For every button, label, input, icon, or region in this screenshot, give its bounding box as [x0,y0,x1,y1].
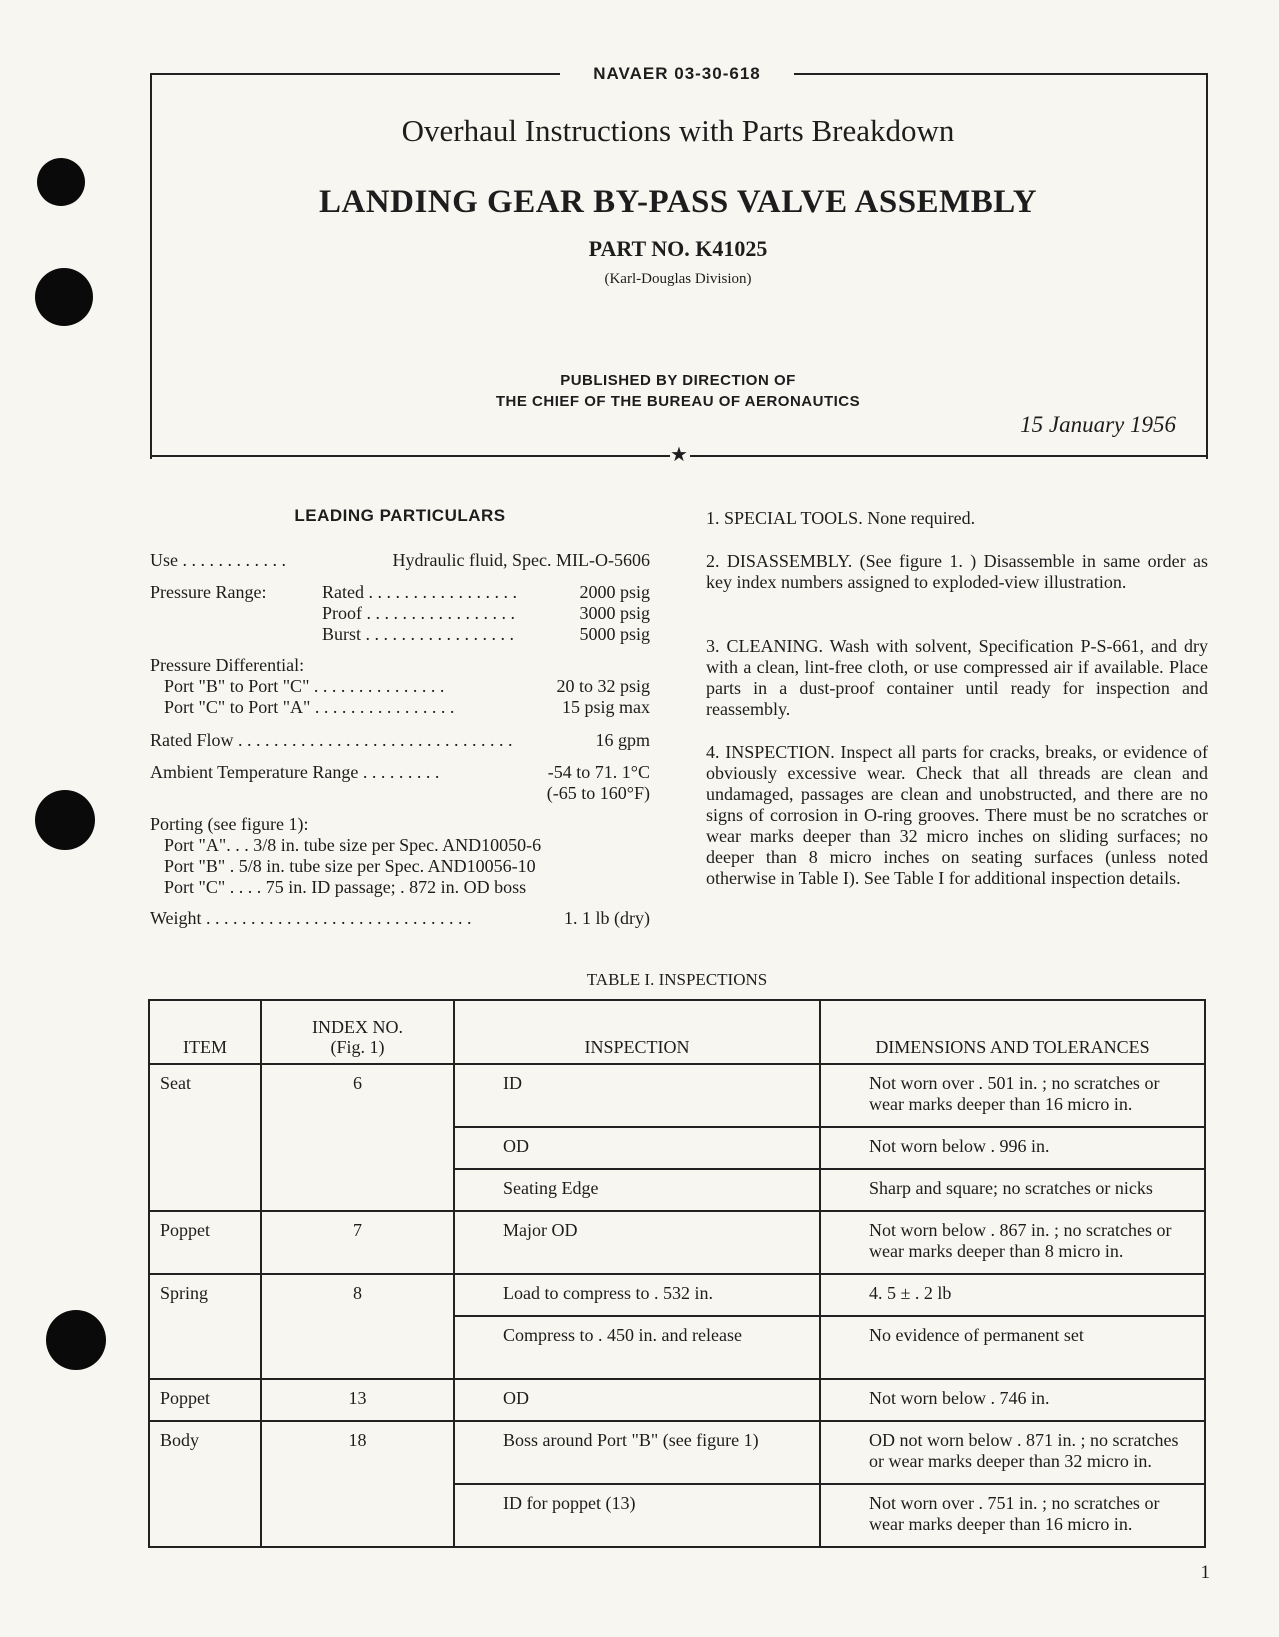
cell-inspection: Seating Edge [454,1169,820,1211]
col-header-inspection: INSPECTION [454,1000,820,1064]
doc-title: LANDING GEAR BY-PASS VALVE ASSEMBLY [318,184,1038,220]
lp-rated-row: Pressure Range: Rated . . . . . . . . . . . . . . . . . 2000 psig [150,582,650,602]
cell-inspection: ID for poppet (13) [454,1484,820,1547]
cell-dimensions: Sharp and square; no scratches or nicks [820,1169,1205,1211]
punch-hole-1 [37,158,85,206]
cell-dimensions: Not worn below . 867 in. ; no scratches or wear marks deeper than 8 micro in. [820,1211,1205,1274]
cell-inspection: Boss around Port "B" (see figure 1) [454,1421,820,1484]
cell-dimensions: No evidence of permanent set [820,1316,1205,1379]
lp-port-c-a-value: 15 psig max [562,697,650,717]
cell-item [149,1316,261,1379]
doc-number: NAVAER 03-30-618 [560,64,794,84]
cell-index: 6 [261,1064,454,1127]
leading-particulars-heading: LEADING PARTICULARS [294,506,506,525]
cell-dimensions: 4. 5 ± . 2 lb [820,1274,1205,1316]
col-header-index [261,1000,454,1064]
cell-dimensions: Not worn over . 501 in. ; no scratches or wear marks deeper than 16 micro in. [820,1064,1205,1127]
cell-index: 7 [261,1211,454,1274]
table-row [149,1211,1205,1274]
table-row [149,1379,1205,1421]
lp-port-c-a-label: Port "C" to Port "A" [164,697,311,717]
col-header-index-line2: (Fig. 1) [330,1037,385,1057]
lp-proof-label: Proof [322,603,362,623]
published-line-1: PUBLISHED BY DIRECTION OF [560,372,796,389]
header-bottom-rule-left [150,455,670,457]
cell-item: Spring [149,1274,261,1316]
cell-dimensions: Not worn below . 996 in. [820,1127,1205,1169]
table-row [149,1169,1205,1211]
punch-hole-2 [35,268,93,326]
cell-index: 13 [261,1379,454,1421]
cell-index: 18 [261,1421,454,1484]
section-disassembly: 2. DISASSEMBLY. (See figure 1. ) Disassemble in same order as key index numbers assigned to exploded-view illustration. [706,551,1208,592]
table-row [149,1127,1205,1169]
doc-subtitle: Overhaul Instructions with Parts Breakdown [401,113,955,148]
cell-index [261,1169,454,1211]
cell-index [261,1127,454,1169]
punch-hole-3 [35,790,95,850]
lp-port-a: Port "A". . . 3/8 in. tube size per Spec. AND10050-6 [164,835,542,855]
lp-port-b-c-label: Port "B" to Port "C" [164,676,310,696]
table-row [149,1421,1205,1484]
page-number: 1 [1200,1562,1210,1583]
lp-porting-label: Porting (see figure 1): [150,814,309,834]
lp-ambient-row: Ambient Temperature Range . . . . . . . . . -54 to 71. 1°C [150,762,650,782]
cell-item: Body [149,1421,261,1484]
col-header-dimensions: DIMENSIONS AND TOLERANCES [820,1000,1205,1064]
cell-item [149,1484,261,1547]
cell-inspection: Major OD [454,1211,820,1274]
cell-item [149,1169,261,1211]
table-row [149,1064,1205,1127]
lp-burst-value: 5000 psig [579,624,650,644]
table-row [149,1484,1205,1547]
table-row [149,1274,1205,1316]
lp-rated-flow-row: Rated Flow . . . . . . . . . . . . . . . . . . . . . . . . . . . . . . . 16 gpm [150,730,650,750]
table-caption: TABLE I. INSPECTIONS [586,970,768,989]
table-row [149,1316,1205,1379]
cell-dimensions: OD not worn below . 871 in. ; no scratches or wear marks deeper than 32 micro in. [820,1421,1205,1484]
header-bottom-rule-right [690,455,1206,457]
lp-use-value: Hydraulic fluid, Spec. MIL-O-5606 [392,550,650,570]
inspections-table [148,999,1206,1548]
cell-index [261,1484,454,1547]
cell-dimensions: Not worn over . 751 in. ; no scratches or wear marks deeper than 16 micro in. [820,1484,1205,1547]
cell-index [261,1316,454,1379]
cell-index: 8 [261,1274,454,1316]
lp-pressure-range-label: Pressure Range: [150,582,267,602]
lp-proof-value: 3000 psig [579,603,650,623]
cell-dimensions: Not worn below . 746 in. [820,1379,1205,1421]
cell-inspection: OD [454,1379,820,1421]
section-special-tools: 1. SPECIAL TOOLS. None required. [706,508,976,528]
lp-use-row: Use . . . . . . . . . . . . Hydraulic fluid, Spec. MIL-O-5606 [150,550,650,570]
lp-port-c: Port "C" . . . . 75 in. ID passage; . 872 in. OD boss [164,877,527,897]
lp-rated-label: Rated [322,582,364,602]
section-cleaning: 3. CLEANING. Wash with solvent, Specification P-S-661, and dry with a clean, lint-free cloth, or use compressed air if available. Place parts in a dust-proof container until ready for inspection and reassembly. [706,636,1208,719]
star-ornament: ★ [670,444,688,466]
punch-hole-4 [46,1310,106,1370]
lp-use-label: Use [150,550,178,570]
lp-weight-row: Weight . . . . . . . . . . . . . . . . . . . . . . . . . . . . . . 1. 1 lb (dry) [150,908,650,928]
lp-pressure-diff-label: Pressure Differential: [150,655,305,675]
lp-ambient-value-f: (-65 to 160°F) [546,783,650,803]
col-header-item: ITEM [149,1000,261,1064]
publication-date: 15 January 1956 [1020,412,1176,437]
lp-weight-value: 1. 1 lb (dry) [564,908,650,928]
lp-ambient-value-c: -54 to 71. 1°C [547,762,650,782]
part-number: PART NO. K41025 [588,236,768,261]
cell-item: Poppet [149,1211,261,1274]
lp-port-b: Port "B" . 5/8 in. tube size per Spec. AND10056-10 [164,856,536,876]
lp-rated-flow-value: 16 gpm [595,730,650,750]
lp-ambient-label: Ambient Temperature Range [150,762,359,782]
lp-weight-label: Weight [150,908,202,928]
cell-inspection: Compress to . 450 in. and release [454,1316,820,1379]
cell-inspection: OD [454,1127,820,1169]
cell-item [149,1127,261,1169]
published-line-2: THE CHIEF OF THE BUREAU OF AERONAUTICS [495,393,861,410]
division: (Karl-Douglas Division) [604,271,752,287]
col-header-index-line1: INDEX NO. [312,1017,403,1037]
cell-item: Poppet [149,1379,261,1421]
lp-rated-flow-label: Rated Flow [150,730,234,750]
table-header-row [149,1000,1205,1064]
lp-port-b-c-value: 20 to 32 psig [556,676,650,696]
lp-rated-value: 2000 psig [579,582,650,602]
cell-item: Seat [149,1064,261,1127]
cell-inspection: ID [454,1064,820,1127]
cell-inspection: Load to compress to . 532 in. [454,1274,820,1316]
section-inspection: 4. INSPECTION. Inspect all parts for cracks, breaks, or evidence of obviously excessive wear. Check that all threads are clean and undamaged, passages are clean and unobstructed, and there are no signs of corrosion in O-ring grooves. There must be no scratches or wear marks deeper than 32 micro inches on sliding surfaces; no deeper than 8 micro inches on seating surfaces (unless noted otherwise in Table I). See Table I for additional inspection details. [706,742,1208,888]
lp-burst-label: Burst [322,624,362,644]
